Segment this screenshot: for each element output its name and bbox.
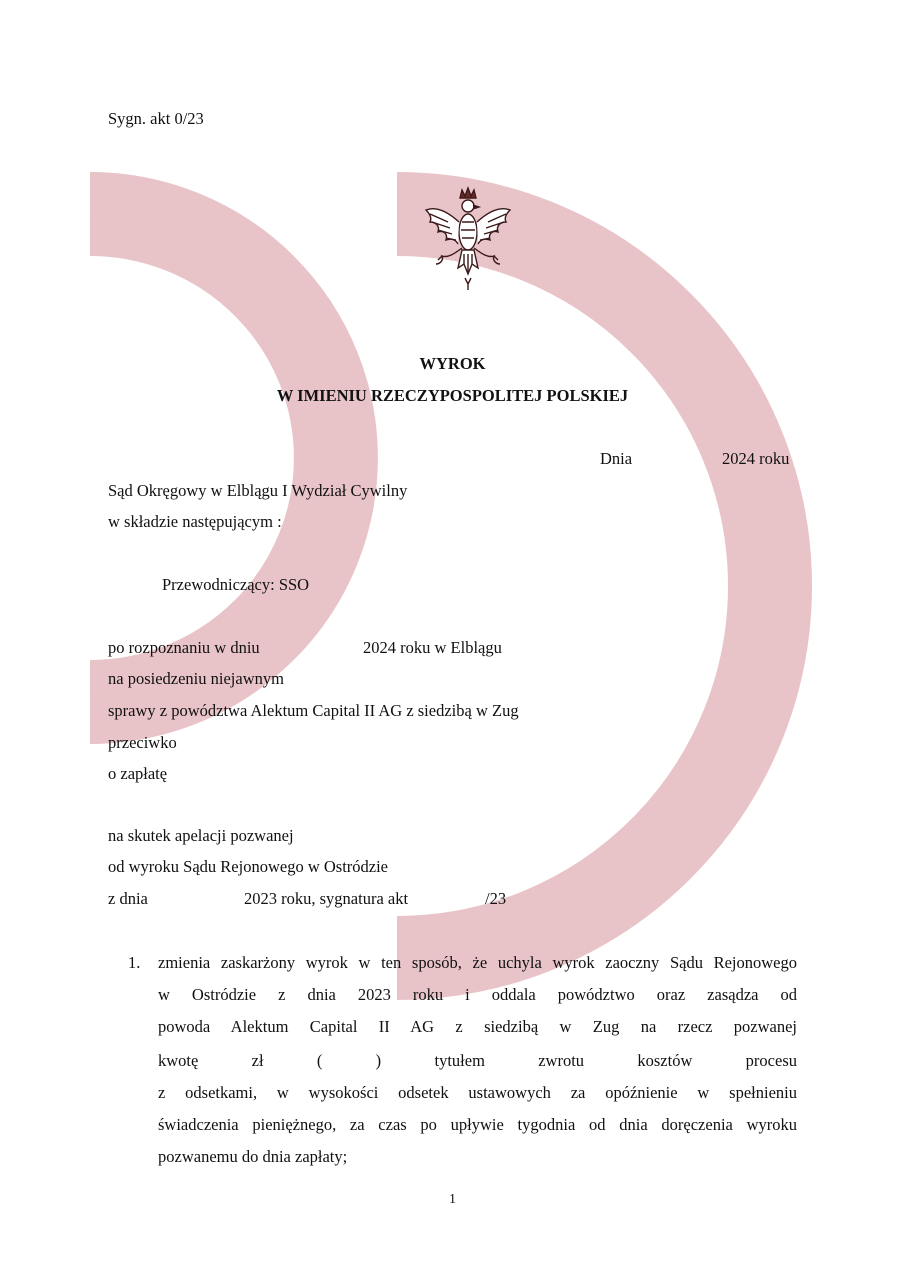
verdict-item-line: kwotę zł ( ) tytułem zwrotu kosztów procesu [158,1051,797,1070]
considered-on-prefix: po rozpoznaniu w dniu [108,638,260,657]
verdict-item-line: pozwanemu do dnia zapłaty; [158,1147,348,1166]
verdict-subtitle: W IMIENIU RZECZYPOSPOLITEJ POLSKIEJ [276,386,629,405]
verdict-item-line: z odsetkami, w wysokości odsetek ustawowych za opóźnienie w spełnieniu [158,1083,797,1102]
polish-eagle-emblem-icon [418,184,518,294]
court-name: Sąd Okręgowy w Elblągu I Wydział Cywilny [108,481,408,500]
appeal-line-3-suffix: /23 [485,889,507,908]
case-signature: Sygn. akt 0/23 [108,109,204,128]
verdict-item-line: zmienia zaskarżony wyrok w ten sposób, że uchyla wyrok zaoczny Sądu Rejonowego [158,953,797,972]
court-chair: Przewodniczący: SSO [162,575,310,594]
appeal-line-3-mid: 2023 roku, sygnatura akt [244,889,409,908]
session-type: na posiedzeniu niejawnym [108,669,284,688]
verdict-item-line: świadczenia pieniężnego, za czas po upływie tygodnia od dnia doręczenia wyroku [158,1115,797,1134]
appeal-line-1: na skutek apelacji pozwanej [108,826,294,845]
date-value: 2024 roku [722,449,790,468]
court-composition-intro: w składzie następującym : [108,512,282,531]
case-subject: o zapłatę [108,764,168,783]
appeal-line-2: od wyroku Sądu Rejonowego w Ostródzie [108,857,389,876]
verdict-item-number: 1. [128,953,141,972]
verdict-item-line: w Ostródzie z dnia 2023 roku i oddala powództwo oraz zasądza od [158,985,797,1004]
verdict-item-line: powoda Alektum Capital II AG z siedzibą w Zug na rzecz pozwanej [158,1017,797,1036]
verdict-title: WYROK [419,354,486,373]
page-number: 1 [449,1192,456,1207]
case-plaintiff: sprawy z powództwa Alektum Capital II AG z siedzibą w Zug [108,701,519,720]
date-prefix: Dnia [600,449,633,468]
case-against: przeciwko [108,733,177,752]
appeal-line-3-prefix: z dnia [108,889,148,908]
verdict-item-body [158,953,797,1179]
considered-on-suffix: 2024 roku w Elblągu [363,638,502,657]
